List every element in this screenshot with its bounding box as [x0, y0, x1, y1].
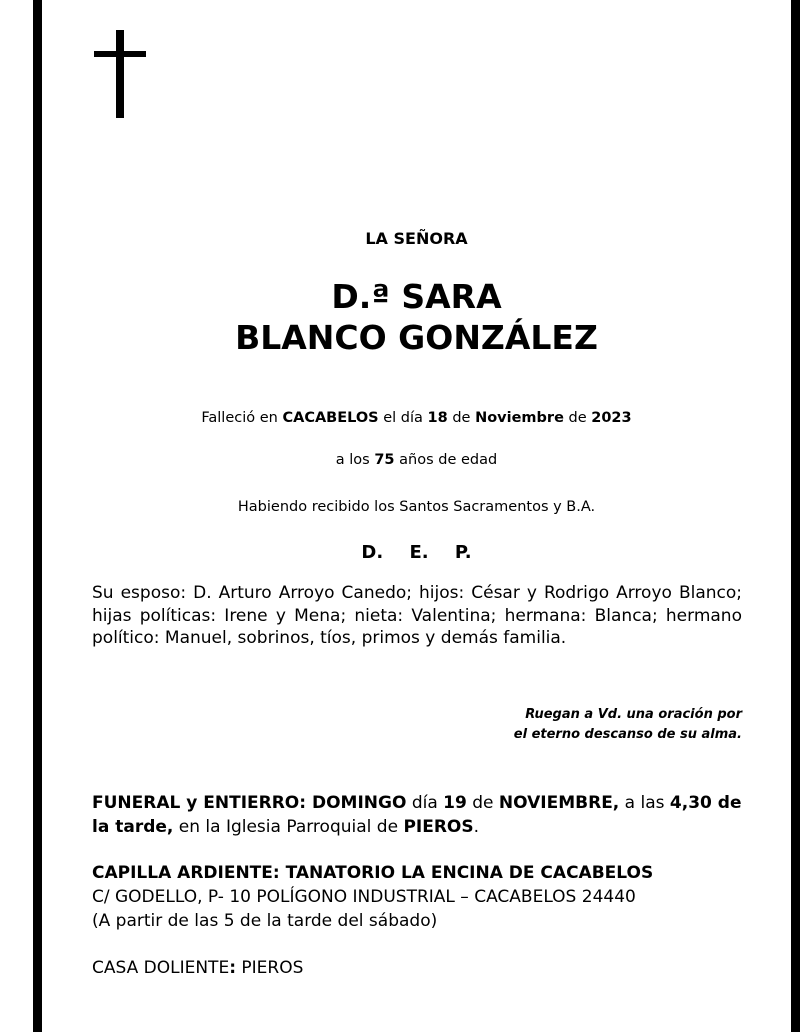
house-info: CASA DOLIENTE: PIEROS — [92, 958, 304, 978]
funeral-info: FUNERAL y ENTIERRO: DOMINGO día 19 de NOVIEMBRE, a las 4,30 de la tarde, en la Iglesia Parroquial de PIEROS. — [92, 793, 742, 837]
cross-icon — [94, 30, 146, 120]
prayer-text: Ruegan a Vd. una oración por el eterno descanso de su alma. — [513, 707, 742, 742]
deceased-name-line2: BLANCO GONZÁLEZ — [235, 318, 598, 357]
chapel-label: CAPILLA ARDIENTE — [92, 863, 273, 883]
chapel-address: C/ GODELLO, P- 10 POLÍGONO INDUSTRIAL – CACABELOS 24440 — [92, 887, 636, 907]
chapel-info: CAPILLA ARDIENTE: TANATORIO LA ENCINA DE CACABELOS C/ GODELLO, P- 10 POLÍGONO INDUSTRIAL – CACABELOS 24440 (A partir de las 5 de la tarde del sábado) — [92, 861, 752, 933]
deceased-name-line1: D.ª SARA — [331, 277, 502, 316]
deceased-name — [42, 276, 791, 358]
chapel-hours: (A partir de las 5 de la tarde del sábado) — [92, 911, 438, 931]
death-info: Falleció en CACABELOS el día 18 de Noviembre de 2023 — [201, 410, 632, 426]
heading-title: LA SEÑORA — [365, 229, 468, 248]
chapel-name: TANATORIO LA ENCINA DE CACABELOS — [285, 863, 654, 883]
dep-text: D. E. P. — [361, 542, 472, 563]
family-text: Su esposo: D. Arturo Arroyo Canedo; hijos: César y Rodrigo Arroyo Blanco; hijas políticas: Irene y Mena; nieta: Valentina; hermana: Blanca; hermano político: Manuel, sobrinos, tíos, primos y demás familia. — [92, 583, 742, 648]
right-border — [791, 0, 800, 1032]
left-border — [33, 0, 42, 1032]
age-info: a los 75 años de edad — [335, 452, 498, 468]
sacraments-text: Habiendo recibido los Santos Sacramentos y B.A. — [237, 499, 596, 515]
